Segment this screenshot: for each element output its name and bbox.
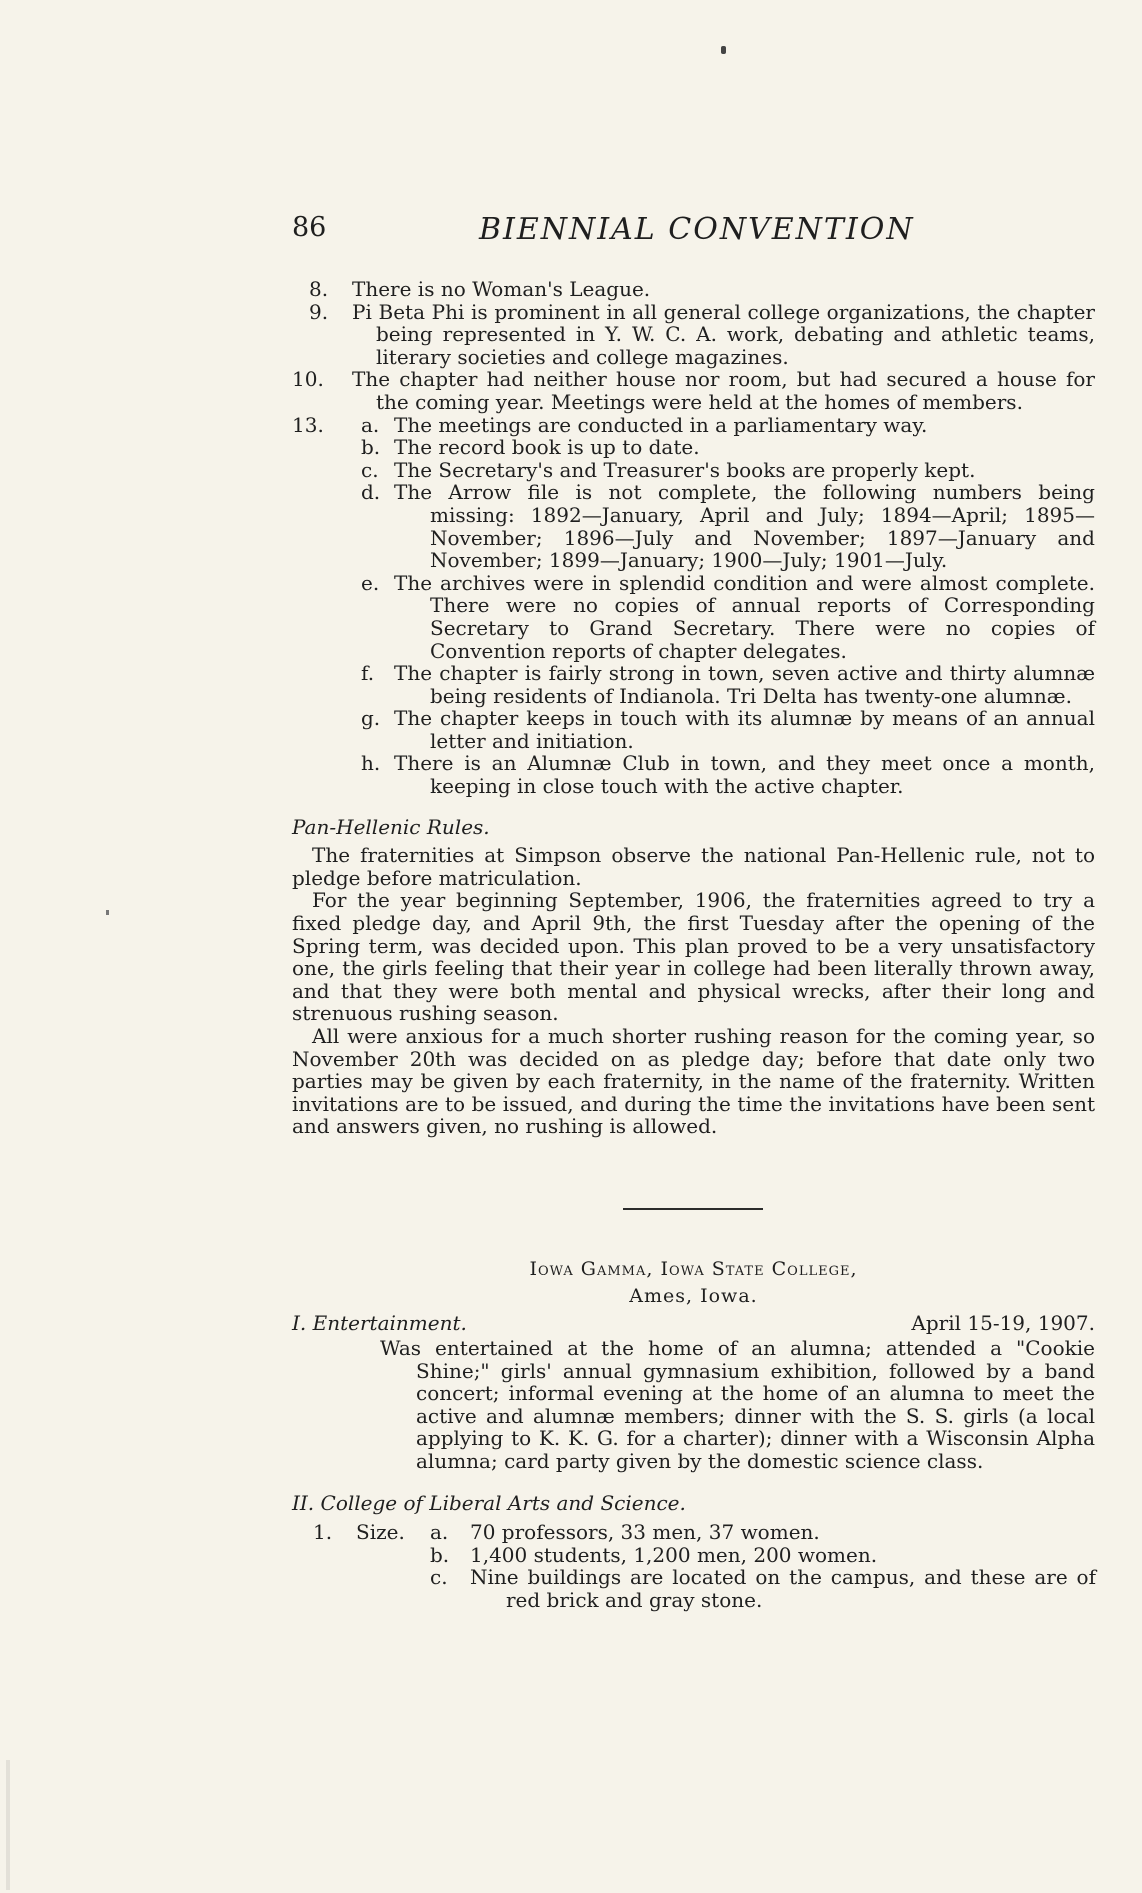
margin-speck [106, 910, 109, 915]
running-title: BIENNIAL CONVENTION [479, 212, 915, 247]
list-item: 10. The chapter had neither house nor room, but had secured a house for the coming year. Meetings were held at the homes of members. [292, 367, 1095, 414]
page-edge-shadow [6, 1760, 10, 1890]
entertainment-label: I. Entertainment. [292, 1311, 467, 1335]
panhellenic-heading: Pan-Hellenic Rules. [292, 814, 490, 839]
panhellenic-paragraph: The fraternities at Simpson observe the national Pan-Hellenic rule, not to pledge before matriculation. [292, 843, 1095, 890]
entertainment-date: April 15-19, 1907. [911, 1311, 1095, 1335]
sub-item: f. The chapter is fairly strong in town, seven active and thirty alumnæ being residents of Indianola. Tri Delta has twenty-one alumnæ. [361, 661, 1095, 708]
panhellenic-paragraph: All were anxious for a much shorter rushing reason for the coming year, so November 20th was decided on as pledge day; before that date only two parties may be given by each fraternity, in the name of the fraternity. Written invitations are to be issued, and during the time the invitations have been sent and answers given, no rushing is allowed. [292, 1024, 1095, 1139]
entertainment-text: Was entertained at the home of an alumna; attended a "Cookie Shine;" girls' annual gymnasium exhibition, followed by a band concert; informal evening at the home of an alumna to meet the active and alumnæ members; dinner with the S. S. girls (a local applying to K. K. G. for a charter); dinner with a Wisconsin Alpha alumna; card party given by the domestic science class. [380, 1336, 1095, 1473]
list-item: b. 1,400 students, 1,200 men, 200 women. [430, 1542, 878, 1567]
section-divider [623, 1208, 763, 1210]
college-heading: II. College of Liberal Arts and Science. [292, 1491, 686, 1515]
sub-item: e. The archives were in splendid condition and were almost complete. There were no copies of annual reports of Corresponding Secretary to Grand Secretary. There were no copies of Convention reports of chapter delegates. [361, 570, 1095, 663]
list-item: 1. Size. a. 70 professors, 33 men, 37 women. [313, 1520, 820, 1544]
list-item: 9. Pi Beta Phi is prominent in all general college organizations, the chapter being represented in Y. W. C. A. work, debating and athletic teams, literary societies and college magazines. [309, 299, 1095, 369]
report-body [292, 278, 1095, 1138]
sub-item: d. The Arrow file is not complete, the following numbers being missing: 1892—January, April and July; 1894—April; 1895—November; 1896—July and November; 1897—January and November; 1899—January; 1900—July; 1901—July. [361, 480, 1095, 573]
list-item: 8. There is no Woman's League. [309, 277, 651, 301]
sub-item: h. There is an Alumnæ Club in town, and they meet once a month, keeping in close touch with the active chapter. [361, 751, 1095, 799]
sub-item: c. The Secretary's and Treasurer's books are properly kept. [361, 457, 976, 482]
page-header [292, 212, 1092, 252]
panhellenic-paragraph: For the year beginning September, 1906, the fraternities agreed to try a fixed pledge day, and April 9th, the first Tuesday after the opening of the Spring term, was decided upon. This plan proved to be a very unsatisfactory one, the girls feeling that their year in college had been literally thrown away, and that they were both mental and physical wrecks, after their long and strenuous rushing season. [292, 888, 1095, 1026]
chapter-heading [292, 1256, 1095, 1310]
chapter-location: Ames, Iowa. [629, 1285, 758, 1307]
list-item: c. Nine buildings are located on the campus, and these are of red brick and gray stone. [430, 1565, 1096, 1612]
list-item-13: 13. a. The meetings are conducted in a parliamentary way. [292, 412, 928, 437]
chapter-title: Iowa Gamma, Iowa State College, [529, 1258, 858, 1280]
ink-speck [721, 46, 726, 54]
page-number: 86 [292, 212, 327, 243]
size-list [292, 1521, 1095, 1611]
sub-item: g. The chapter keeps in touch with its alumnæ by means of an annual letter and initiation. [361, 706, 1095, 753]
sub-item: b. The record book is up to date. [361, 435, 700, 460]
